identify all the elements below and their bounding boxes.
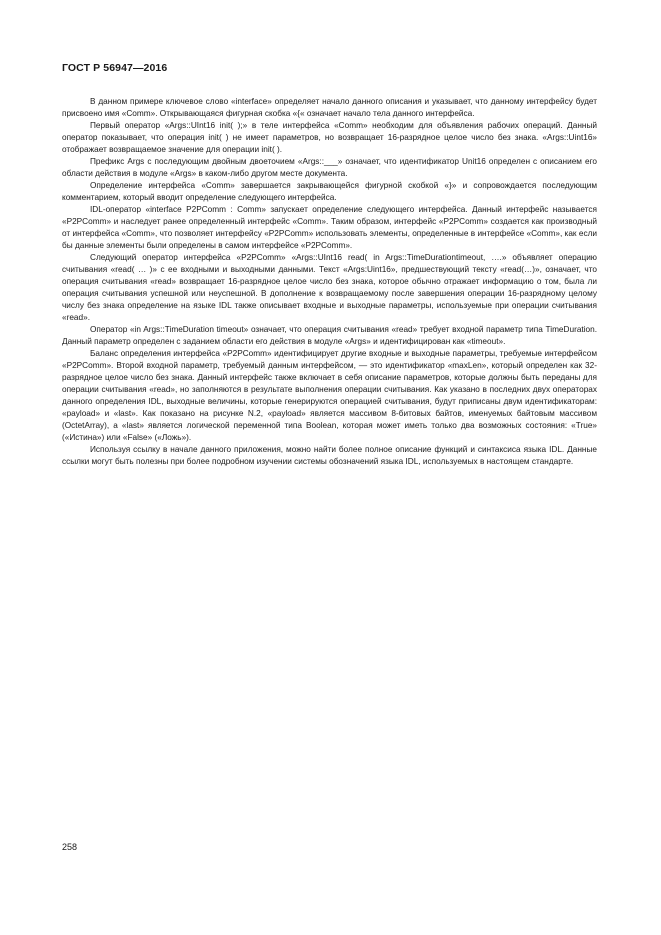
page-number: 258: [62, 842, 78, 852]
document-standard-id: ГОСТ Р 56947—2016: [62, 62, 168, 74]
paragraph-init-operator: Первый оператор «Args::UInt16 init( );» в теле интерфейса «Comm» необходим для объявления рабочих операций. Данный оператор показывает, что операция init( ) не имеет параметров, но возвращает 16-разрядное целое число без знака. «Args::Uint16» отображает возвращаемое значение для операции init( ).: [62, 121, 597, 154]
paragraph-comm-end: Определение интерфейса «Comm» завершается закрывающейся фигурной скобкой «}» и сопровождается последующим комментарием, который вводит определение следующего интерфейса.: [62, 181, 597, 202]
paragraph-timeout-parameter: Оператор «in Args::TimeDuration timeout» означает, что операция считывания «read» требует входной параметр типа TimeDuration. Данный параметр определен с заданием области его действия в модуле «Args» и идентифицирован как «timeout».: [62, 325, 597, 346]
paragraph-args-prefix: Префикс Args с последующим двойным двоеточием «Args::___» означает, что идентификатор Unit16 определен с описанием его области действия в модуле «Args» в каком-либо другом месте документа.: [62, 157, 597, 178]
paragraph-interface-balance: Баланс определения интерфейса «P2PComm» идентифицирует другие входные и выходные параметры, требуемые интерфейсом «P2PComm». Второй входной параметр, требуемый данным интерфейсом, — это идентификатор «maxLen», который определен как 32-разрядное целое число без знака. Данный интерфейс также включает в себя описание параметров, которые должны быть переданы для операции считывания «read», но заполняются в результате выполнения операции считывания. Как указано в последних двух операторах данного определения IDL, выходные величины, которые генерируются операцией считывания, будут приписаны двум идентификаторам: «payload» и «last». Как показано на рисунке N.2, «payload» является массивом 8-битовых байтов, именуемых байтовым массивом (OctetArray), а «last» является логической переменной типа Boolean, которая может иметь только два возможных состояния: «True» («Истина») или «False» («Ложь»).: [62, 349, 597, 442]
paragraph-read-operator: Следующий оператор интерфейса «P2PComm» «Args::UInt16 read( in Args::TimeDurationtimeout, ….» объявляет операцию считывания «read( … )» с ее входными и выходными данными. Текст «Args:Uint16», предшествующий тексту «read(…)», означает, что операция считывания «read» возвращает 16-разрядное целое число без знака, которое обычно отражает информацию о том, была ли операция считывания успешной или неуспешной. В дополнение к возвращаемому после завершения операции 16-разрядному целому числу без знака определение на языке IDL также описывает входные и выходные параметры, используемые при операции считывания «read».: [62, 253, 597, 322]
document-body: [62, 96, 597, 468]
paragraph-idl-reference: Используя ссылку в начале данного приложения, можно найти более полное описание функций и синтаксиса языка IDL. Данные ссылки могут быть полезны при более подробном изучении системы обозначений языка IDL, используемых в настоящем стандарте.: [62, 445, 597, 466]
paragraph-p2pcomm-definition: IDL-оператор «interface P2PComm : Comm» запускает определение следующего интерфейса. Данный интерфейс называется «P2PComm» и наследует ранее определенный интерфейс «Comm». Таким образом, интерфейс «P2PComm» создается как производный от интерфейса «Comm», что позволяет интерфейсу «P2PComm» использовать элементы, определенные в интерфейсе «Comm», как если бы данные элементы были определены в самом интерфейсе «P2PComm».: [62, 205, 597, 250]
paragraph-interface-intro: В данном примере ключевое слово «interface» определяет начало данного описания и указывает, что данному интерфейсу будет присвоено имя «Comm». Открывающаяся фигурная скобка «{« означает начало тела данного интерфейса.: [62, 97, 597, 118]
